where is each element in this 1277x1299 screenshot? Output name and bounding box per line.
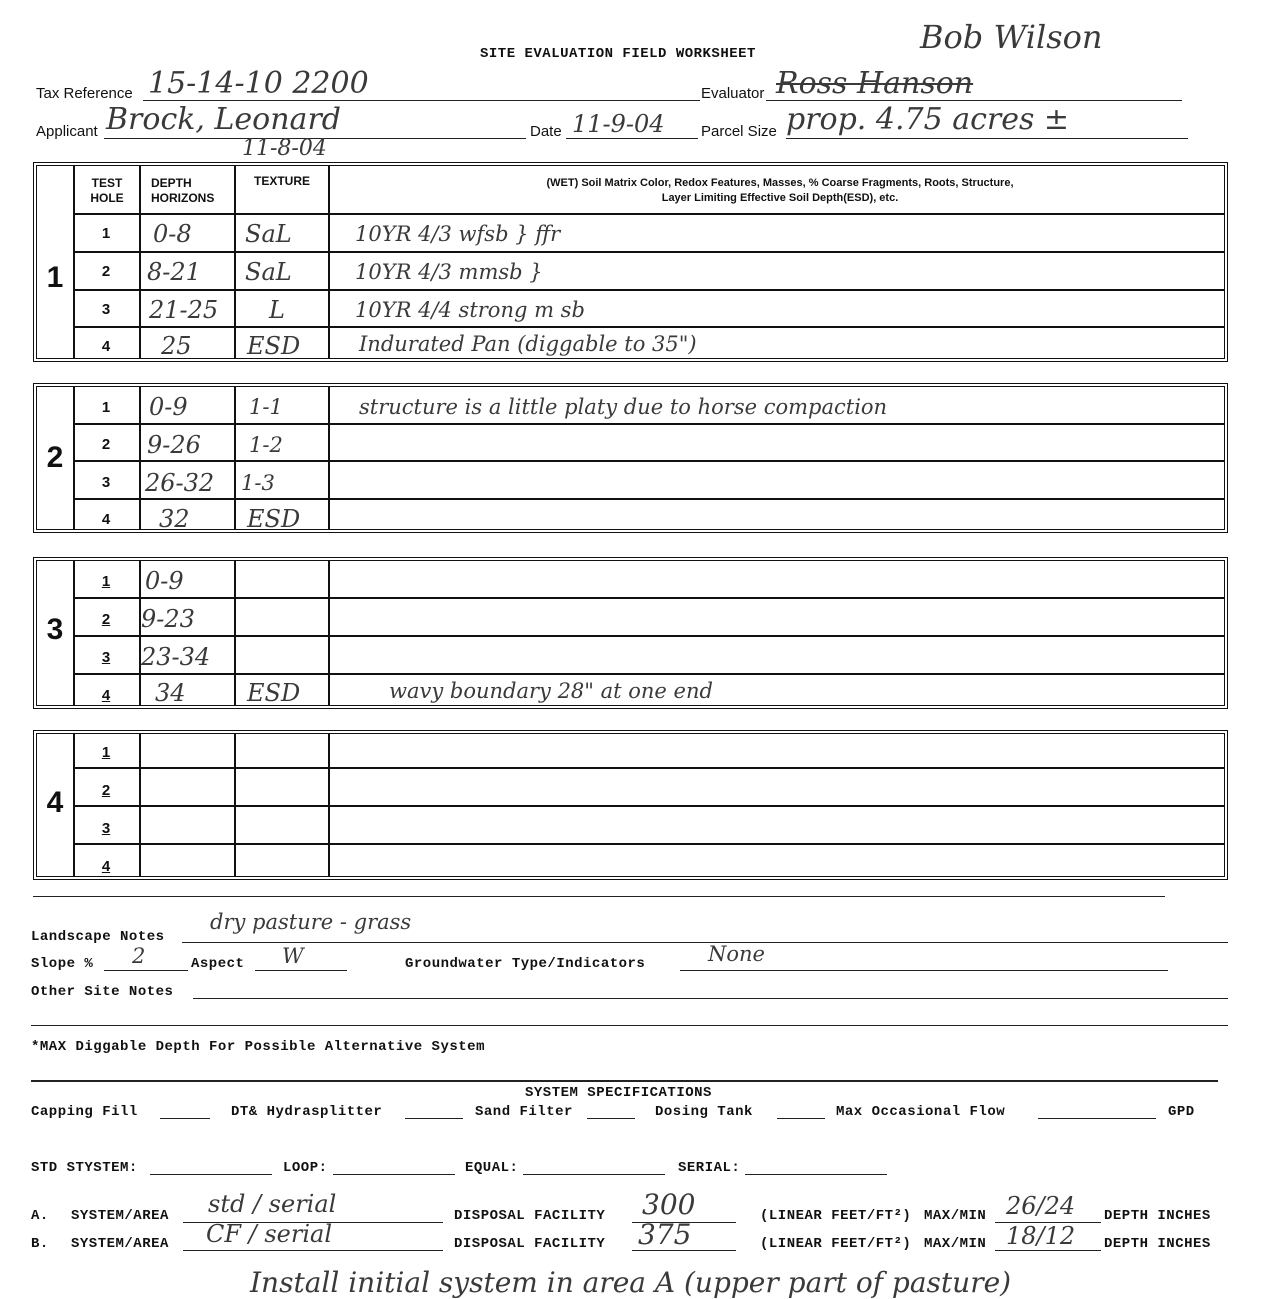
hole-number: 3 — [46, 613, 64, 646]
system-a-disposal-value[interactable]: 300 — [642, 1188, 696, 1221]
notes-cell[interactable]: wavy boundary 28" at one end — [389, 679, 713, 703]
dosing-tank-label: Dosing Tank — [655, 1104, 753, 1120]
texture-cell[interactable]: ESD — [247, 332, 301, 360]
system-a-maxmin-label: MAX/MIN — [924, 1208, 987, 1224]
row-number: 4 — [101, 687, 111, 704]
depth-cell[interactable]: 23-34 — [141, 643, 211, 671]
row-number: 1 — [101, 399, 111, 416]
hole-number: 2 — [46, 441, 64, 474]
texture-cell[interactable]: SaL — [245, 220, 292, 248]
depth-cell[interactable]: 25 — [161, 332, 192, 360]
texture-cell[interactable]: 1-3 — [241, 471, 275, 495]
aspect-label: Aspect — [191, 956, 245, 972]
groundwater-value[interactable]: None — [708, 942, 765, 966]
system-b-area-label: SYSTEM/AREA — [71, 1236, 169, 1252]
texture-cell[interactable]: 1-1 — [249, 395, 283, 419]
row-number: 2 — [101, 263, 111, 280]
system-a-units: (LINEAR FEET/FT²) — [760, 1208, 912, 1224]
evaluator-struck-value: Ross Hanson — [776, 66, 974, 101]
test-hole-block-3 — [33, 557, 1228, 709]
system-b-letter: B. — [31, 1236, 49, 1252]
row-number: 3 — [101, 301, 111, 318]
hole-number: 4 — [46, 786, 64, 819]
row-number: 3 — [101, 474, 111, 491]
gpd-label: GPD — [1168, 1104, 1195, 1120]
serial-label: SERIAL: — [678, 1160, 741, 1176]
depth-cell[interactable]: 0-8 — [153, 220, 192, 248]
row-number: 4 — [101, 338, 111, 355]
tax-reference-label: Tax Reference — [36, 85, 133, 102]
form-title: SITE EVALUATION FIELD WORKSHEET — [480, 46, 756, 62]
system-b-disposal-label: DISPOSAL FACILITY — [454, 1236, 606, 1252]
bottom-note: Install initial system in area A (upper part of pasture) — [250, 1266, 1012, 1299]
max-diggable-label: *MAX Diggable Depth For Possible Alternative System — [31, 1039, 485, 1055]
notes-cell[interactable]: 10YR 4/4 strong m sb — [355, 298, 585, 322]
parcel-size-value[interactable]: prop. 4.75 acres ± — [786, 102, 1070, 137]
capping-fill-label: Capping Fill — [31, 1104, 138, 1120]
applicant-date-note: 11-8-04 — [242, 136, 327, 161]
texture-cell[interactable]: ESD — [247, 679, 301, 707]
row-number: 3 — [101, 820, 111, 837]
system-b-maxmin-value[interactable]: 18/12 — [1006, 1222, 1076, 1250]
row-number: 2 — [101, 436, 111, 453]
row-number: 4 — [101, 858, 111, 875]
notes-cell[interactable]: Indurated Pan (diggable to 35") — [359, 332, 697, 356]
system-a-maxmin-value[interactable]: 26/24 — [1006, 1192, 1076, 1220]
texture-cell[interactable]: 1-2 — [249, 433, 283, 457]
equal-label: EQUAL: — [465, 1160, 519, 1176]
system-b-disposal-value[interactable]: 375 — [638, 1218, 692, 1251]
system-a-disposal-label: DISPOSAL FACILITY — [454, 1208, 606, 1224]
parcel-size-label: Parcel Size — [701, 123, 777, 140]
dt-hydrasplitter-label: DT& Hydrasplitter — [231, 1104, 383, 1120]
test-hole-block-2 — [33, 383, 1228, 533]
aspect-value[interactable]: W — [282, 944, 304, 968]
test-hole-block-1 — [33, 162, 1228, 362]
depth-cell[interactable]: 32 — [159, 505, 190, 533]
texture-cell[interactable]: ESD — [247, 505, 301, 533]
tax-reference-value[interactable]: 15-14-10 2200 — [148, 66, 369, 101]
test-hole-block-4 — [33, 730, 1228, 880]
date-value[interactable]: 11-9-04 — [572, 110, 665, 138]
applicant-label: Applicant — [36, 123, 98, 140]
header-test-hole: TEST HOLE — [90, 176, 124, 205]
row-number: 2 — [101, 782, 111, 799]
system-a-area-label: SYSTEM/AREA — [71, 1208, 169, 1224]
applicant-value[interactable]: Brock, Leonard — [106, 102, 341, 137]
evaluator-label: Evaluator — [701, 85, 765, 102]
system-specs-title: SYSTEM SPECIFICATIONS — [525, 1085, 712, 1101]
max-occasional-flow-label: Max Occasional Flow — [836, 1104, 1006, 1120]
depth-cell[interactable]: 26-32 — [145, 469, 215, 497]
system-b-depth-label: DEPTH INCHES — [1104, 1236, 1211, 1252]
row-number: 1 — [101, 225, 111, 242]
texture-cell[interactable]: SaL — [245, 258, 292, 286]
row-number: 4 — [101, 511, 111, 528]
texture-cell[interactable]: L — [269, 296, 285, 324]
header-texture: TEXTURE — [253, 174, 310, 188]
date-label: Date — [530, 123, 562, 140]
notes-cell[interactable]: structure is a little platy due to horse compaction — [359, 395, 888, 419]
sand-filter-label: Sand Filter — [475, 1104, 573, 1120]
depth-cell[interactable]: 0-9 — [145, 567, 184, 595]
depth-cell[interactable]: 21-25 — [149, 296, 219, 324]
slope-label: Slope % — [31, 956, 94, 972]
evaluator-value: Bob Wilson — [920, 18, 1103, 56]
system-b-area-value[interactable]: CF / serial — [206, 1220, 333, 1248]
row-number: 3 — [101, 649, 111, 666]
landscape-notes-label: Landscape Notes — [31, 929, 165, 945]
std-system-label: STD STYSTEM: — [31, 1160, 138, 1176]
system-b-units: (LINEAR FEET/FT²) — [760, 1236, 912, 1252]
row-number: 1 — [101, 573, 111, 590]
hole-number: 1 — [46, 261, 64, 294]
system-b-maxmin-label: MAX/MIN — [924, 1236, 987, 1252]
depth-cell[interactable]: 9-23 — [141, 605, 195, 633]
slope-value[interactable]: 2 — [132, 944, 146, 968]
row-number: 2 — [101, 611, 111, 628]
notes-cell[interactable]: 10YR 4/3 mmsb } — [355, 260, 543, 284]
depth-cell[interactable]: 34 — [155, 679, 186, 707]
header-depth-horizons: DEPTH HORIZONS — [151, 176, 215, 205]
row-number: 1 — [101, 744, 111, 761]
depth-cell[interactable]: 0-9 — [149, 393, 188, 421]
groundwater-label: Groundwater Type/Indicators — [405, 956, 646, 972]
depth-cell[interactable]: 9-26 — [147, 431, 201, 459]
notes-cell[interactable]: 10YR 4/3 wfsb } ffr — [355, 222, 561, 246]
system-a-letter: A. — [31, 1208, 49, 1224]
header-description: (WET) Soil Matrix Color, Redox Features, Masses, % Coarse Fragments, Roots, Structure, Layer Limiting Effective Soil Depth(ESD), etc. — [546, 177, 1014, 204]
system-a-depth-label: DEPTH INCHES — [1104, 1208, 1211, 1224]
landscape-notes-value[interactable]: dry pasture - grass — [210, 910, 412, 934]
depth-cell[interactable]: 8-21 — [147, 258, 201, 286]
system-a-area-value[interactable]: std / serial — [208, 1190, 337, 1218]
loop-label: LOOP: — [283, 1160, 328, 1176]
other-site-notes-label: Other Site Notes — [31, 984, 174, 1000]
